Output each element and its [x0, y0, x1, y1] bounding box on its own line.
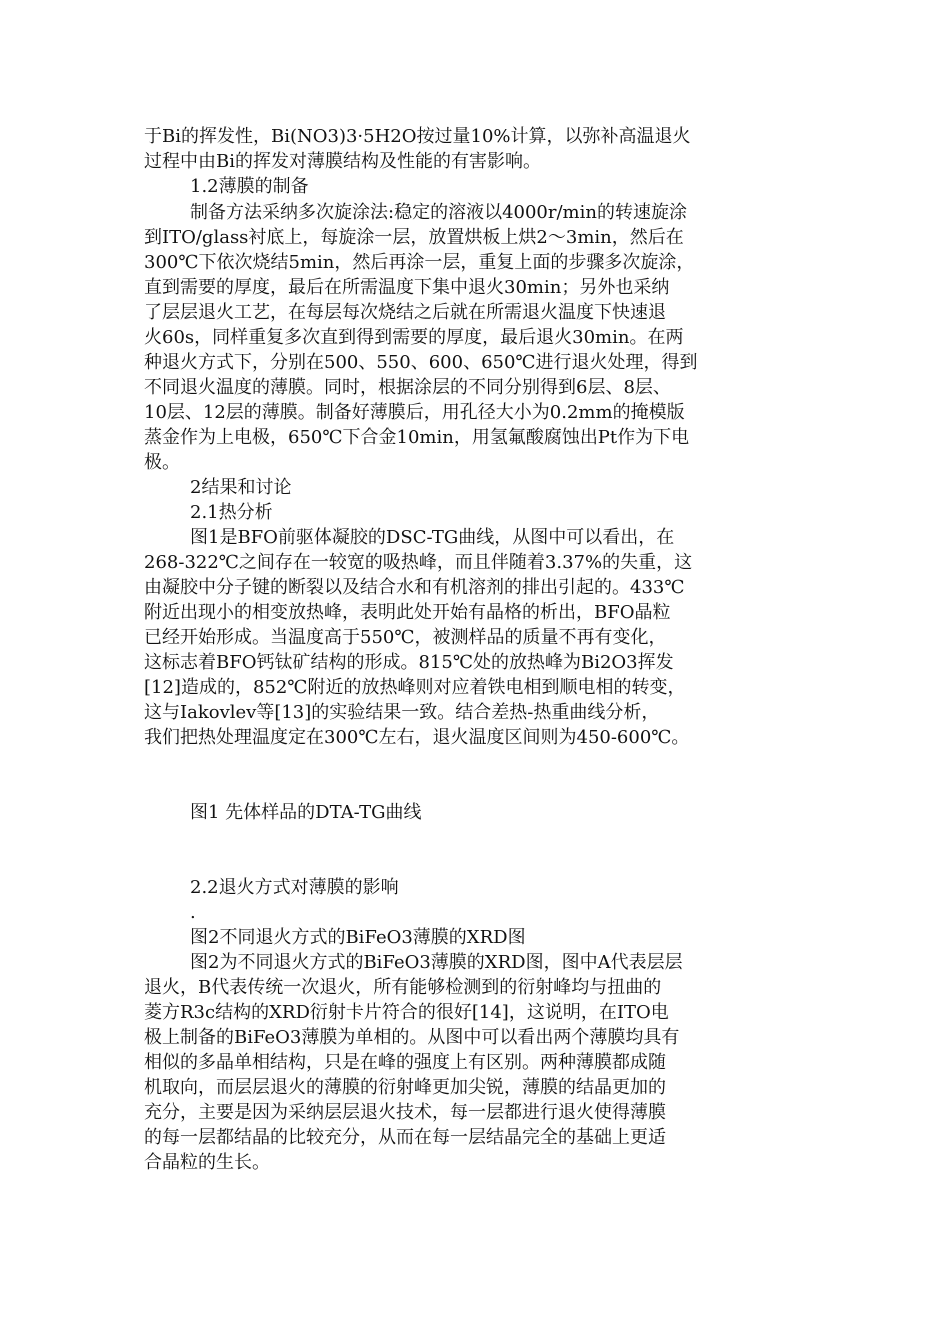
paragraph-line: 过程中由Bi的挥发对薄膜结构及性能的有害影响。	[144, 151, 541, 172]
paragraph-line: 的每一层都结晶的比较充分，从而在每一层结晶完全的基础上更适	[144, 1127, 666, 1148]
paragraph-line: 蒸金作为上电极，650℃下合金10min，用氢氟酸腐蚀出Pt作为下电	[144, 427, 690, 448]
paragraph-line: 菱方R3c结构的XRD衍射卡片符合的很好[14]，这说明，在ITO电	[144, 1002, 669, 1023]
paragraph-line: 到ITO/glass衬底上，每旋涂一层，放置烘板上烘2～3min，然后在	[144, 227, 684, 248]
paragraph-line: 这与Iakovlev等[13]的实验结果一致。结合差热-热重曲线分析，	[144, 702, 660, 723]
paragraph-line: 图2为不同退火方式的BiFeO3薄膜的XRD图，图中A代表层层	[190, 952, 683, 973]
figure-placeholder-dot: .	[190, 902, 196, 923]
figure-caption: 图1 先体样品的DTA-TG曲线	[190, 802, 422, 823]
paragraph-line: 图1是BFO前驱体凝胶的DSC-TG曲线，从图中可以看出，在	[190, 527, 675, 548]
paragraph-line: 300℃下依次烧结5min，然后再涂一层，重复上面的步骤多次旋涂，	[144, 252, 695, 273]
paragraph-line: 10层、12层的薄膜。制备好薄膜后，用孔径大小为0.2mm的掩模版	[144, 402, 685, 423]
paragraph-line: 极。	[144, 452, 180, 473]
paragraph-line: 极上制备的BiFeO3薄膜为单相的。从图中可以看出两个薄膜均具有	[144, 1027, 680, 1048]
paragraph-line: 退火，B代表传统一次退火，所有能够检测到的衍射峰均与扭曲的	[144, 977, 662, 998]
paragraph-line: 了层层退火工艺，在每层每次烧结之后就在所需退火温度下快速退	[144, 302, 666, 323]
paragraph-line: 附近出现小的相变放热峰，表明此处开始有晶格的析出，BFO晶粒	[144, 602, 671, 623]
paragraph-line: 制备方法采纳多次旋涂法:稳定的溶液以4000r/min的转速旋涂	[190, 202, 687, 223]
paragraph-line: 充分，主要是因为采纳层层退火技术，每一层都进行退火使得薄膜	[144, 1102, 666, 1123]
paragraph-line: 268-322℃之间存在一较宽的吸热峰，而且伴随着3.37%的失重，这	[144, 552, 693, 573]
paragraph-line: [12]造成的，852℃附近的放热峰则对应着铁电相到顺电相的转变，	[144, 677, 686, 698]
section-heading: 2.2退火方式对薄膜的影响	[190, 877, 399, 898]
paragraph-line: 机取向，而层层退火的薄膜的衍射峰更加尖锐，薄膜的结晶更加的	[144, 1077, 666, 1098]
paragraph-line: 种退火方式下，分别在500、550、600、650℃进行退火处理，得到	[144, 352, 698, 373]
paragraph-line: 由凝胶中分子键的断裂以及结合水和有机溶剂的排出引起的。433℃	[144, 577, 685, 598]
section-heading: 1.2薄膜的制备	[190, 176, 309, 197]
paragraph-line: 于Bi的挥发性，Bi(NO3)3·5H2O按过量10%计算，以弥补高温退火	[144, 126, 691, 147]
paragraph-line: 这标志着BFO钙钛矿结构的形成。815℃处的放热峰为Bi2O3挥发	[144, 652, 674, 673]
paragraph-line: 我们把热处理温度定在300℃左右，退火温度区间则为450-600℃。	[144, 727, 690, 748]
section-heading: 2结果和讨论	[190, 477, 292, 498]
section-heading: 2.1热分析	[190, 502, 273, 523]
paragraph-line: 火60s，同样重复多次直到得到需要的厚度，最后退火30min。在两	[144, 327, 684, 348]
paragraph-line: 已经开始形成。当温度高于550℃，被测样品的质量不再有变化，	[144, 627, 667, 648]
paragraph-line: 相似的多晶单相结构，只是在峰的强度上有区别。两种薄膜都成随	[144, 1052, 666, 1073]
paragraph-line: 直到需要的厚度，最后在所需温度下集中退火30min；另外也采纳	[144, 277, 670, 298]
figure-caption: 图2不同退火方式的BiFeO3薄膜的XRD图	[190, 927, 526, 948]
paragraph-line: 合晶粒的生长。	[144, 1152, 270, 1173]
paragraph-line: 不同退火温度的薄膜。同时，根据涂层的不同分别得到6层、8层、	[144, 377, 671, 398]
